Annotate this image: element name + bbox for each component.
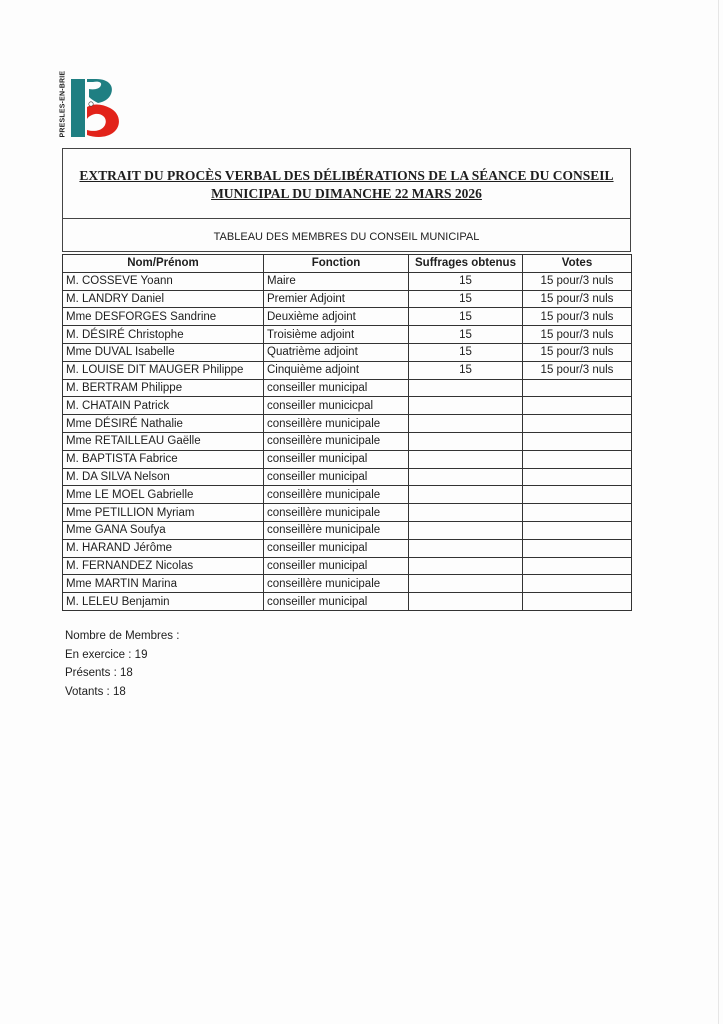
table-row	[63, 539, 632, 557]
cell-name: Mme RETAILLEAU Gaëlle	[63, 432, 264, 450]
cell-function: conseillère municipale	[264, 575, 409, 593]
cell-function: conseiller municicpal	[264, 397, 409, 415]
cell-function: conseillère municipale	[264, 521, 409, 539]
cell-function: conseiller municipal	[264, 468, 409, 486]
count-voters: Votants : 18	[65, 685, 126, 698]
table-row	[63, 486, 632, 504]
cell-name: M. COSSEVE Yoann	[63, 272, 264, 290]
table-row	[63, 521, 632, 539]
title-line-2: MUNICIPAL DU DIMANCHE 22 MARS 2026	[211, 186, 482, 201]
cell-function: Deuxième adjoint	[264, 308, 409, 326]
scan-edge	[718, 0, 719, 1024]
cell-name: Mme GANA Soufya	[63, 521, 264, 539]
table-row	[63, 415, 632, 433]
cell-votes: 15 pour/3 nuls	[523, 272, 632, 290]
cell-suffrages: 15	[409, 272, 523, 290]
cell-name: Mme LE MOEL Gabrielle	[63, 486, 264, 504]
cell-suffrages	[409, 557, 523, 575]
cell-name: M. HARAND Jérôme	[63, 539, 264, 557]
title-line-1: EXTRAIT DU PROCÈS VERBAL DES DÉLIBÉRATIONS DE LA SÉANCE DU CONSEIL	[79, 168, 614, 183]
count-in-office: En exercice : 19	[65, 648, 148, 661]
cell-name: M. BAPTISTA Fabrice	[63, 450, 264, 468]
cell-votes	[523, 593, 632, 611]
table-row	[63, 308, 632, 326]
cell-votes: 15 pour/3 nuls	[523, 290, 632, 308]
cell-suffrages: 15	[409, 326, 523, 344]
cell-suffrages	[409, 432, 523, 450]
cell-function: Maire	[264, 272, 409, 290]
cell-function: Troisième adjoint	[264, 326, 409, 344]
cell-suffrages	[409, 415, 523, 433]
column-header-suffrages: Suffrages obtenus	[409, 255, 523, 273]
cell-name: Mme DUVAL Isabelle	[63, 343, 264, 361]
cell-name: M. CHATAIN Patrick	[63, 397, 264, 415]
cell-function: conseiller municipal	[264, 450, 409, 468]
cell-function: Quatrième adjoint	[264, 343, 409, 361]
cell-suffrages: 15	[409, 308, 523, 326]
count-present: Présents : 18	[65, 667, 133, 679]
table-header-row	[63, 255, 632, 273]
members-table	[62, 254, 632, 611]
table-row	[63, 557, 632, 575]
cell-function: Cinquième adjoint	[264, 361, 409, 379]
header-divider	[63, 218, 630, 219]
member-counts	[65, 627, 179, 701]
table-row	[63, 343, 632, 361]
cell-votes	[523, 415, 632, 433]
cell-name: M. LANDRY Daniel	[63, 290, 264, 308]
table-row	[63, 379, 632, 397]
table-row	[63, 361, 632, 379]
cell-function: conseillère municipale	[264, 486, 409, 504]
table-row	[63, 468, 632, 486]
document-header	[62, 148, 631, 252]
table-row	[63, 290, 632, 308]
table-row	[63, 450, 632, 468]
cell-votes	[523, 379, 632, 397]
cell-votes	[523, 504, 632, 522]
cell-votes: 15 pour/3 nuls	[523, 308, 632, 326]
cell-votes	[523, 521, 632, 539]
document-title	[63, 167, 630, 203]
logo	[58, 70, 124, 139]
cell-suffrages	[409, 397, 523, 415]
table-row	[63, 397, 632, 415]
cell-suffrages: 15	[409, 361, 523, 379]
cell-function: conseillère municipale	[264, 432, 409, 450]
cell-suffrages	[409, 504, 523, 522]
cell-votes	[523, 450, 632, 468]
cell-name: M. LELEU Benjamin	[63, 593, 264, 611]
cell-name: Mme DESFORGES Sandrine	[63, 308, 264, 326]
column-header-function: Fonction	[264, 255, 409, 273]
logo-b-mark	[58, 70, 124, 139]
cell-votes	[523, 468, 632, 486]
cell-suffrages	[409, 539, 523, 557]
cell-name: Mme MARTIN Marina	[63, 575, 264, 593]
cell-name: M. FERNANDEZ Nicolas	[63, 557, 264, 575]
column-header-name: Nom/Prénom	[63, 255, 264, 273]
cell-suffrages	[409, 468, 523, 486]
cell-votes	[523, 557, 632, 575]
cell-votes	[523, 432, 632, 450]
cell-function: Premier Adjoint	[264, 290, 409, 308]
cell-votes	[523, 486, 632, 504]
logo-town-name: PRESLES-EN-BRIE	[59, 70, 67, 138]
table-row	[63, 272, 632, 290]
cell-suffrages	[409, 450, 523, 468]
cell-function: conseiller municipal	[264, 593, 409, 611]
table-row	[63, 575, 632, 593]
member-counts-heading: Nombre de Membres :	[65, 630, 180, 642]
column-header-votes: Votes	[523, 255, 632, 273]
cell-name: M. DÉSIRÉ Christophe	[63, 326, 264, 344]
cell-votes	[523, 575, 632, 593]
cell-suffrages	[409, 575, 523, 593]
table-row	[63, 432, 632, 450]
table-row	[63, 593, 632, 611]
cell-function: conseiller municipal	[264, 379, 409, 397]
cell-function: conseillère municipale	[264, 415, 409, 433]
cell-votes: 15 pour/3 nuls	[523, 361, 632, 379]
cell-suffrages	[409, 379, 523, 397]
cell-function: conseiller municipal	[264, 557, 409, 575]
cell-name: Mme PETILLION Myriam	[63, 504, 264, 522]
cell-function: conseillère municipale	[264, 504, 409, 522]
cell-function: conseiller municipal	[264, 539, 409, 557]
table-subtitle: TABLEAU DES MEMBRES DU CONSEIL MUNICIPAL	[213, 231, 480, 243]
cell-votes	[523, 539, 632, 557]
cell-suffrages: 15	[409, 343, 523, 361]
table-row	[63, 326, 632, 344]
cell-suffrages	[409, 593, 523, 611]
cell-name: M. BERTRAM Philippe	[63, 379, 264, 397]
cell-votes: 15 pour/3 nuls	[523, 343, 632, 361]
cell-votes: 15 pour/3 nuls	[523, 326, 632, 344]
table-row	[63, 504, 632, 522]
cell-suffrages	[409, 486, 523, 504]
cell-name: M. LOUISE DIT MAUGER Philippe	[63, 361, 264, 379]
cell-suffrages: 15	[409, 290, 523, 308]
cell-votes	[523, 397, 632, 415]
cell-name: Mme DÉSIRÉ Nathalie	[63, 415, 264, 433]
cell-suffrages	[409, 521, 523, 539]
cell-name: M. DA SILVA Nelson	[63, 468, 264, 486]
